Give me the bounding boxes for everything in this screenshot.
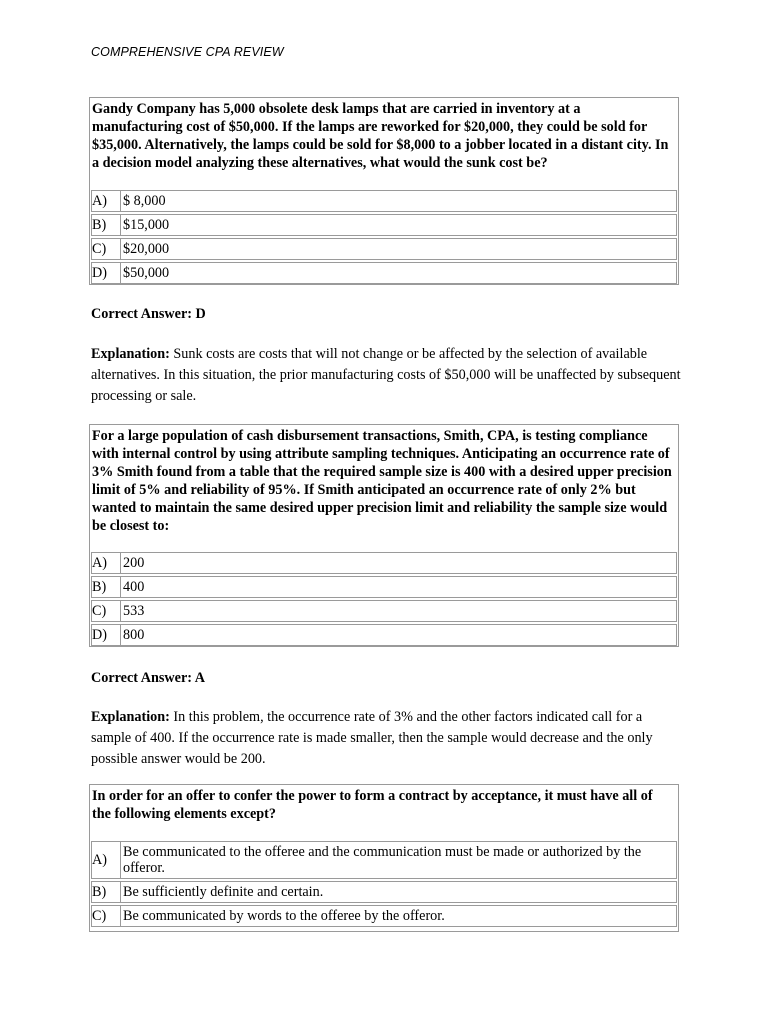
option-text: 533 — [120, 601, 676, 621]
option-letter: A) — [92, 555, 107, 571]
question-box-2 — [89, 424, 679, 647]
option-c[interactable] — [91, 600, 677, 622]
option-letter: A) — [92, 852, 107, 868]
question-text: In order for an offer to confer the power to form a contract by acceptance, it must have all of the following elements except? — [92, 788, 653, 822]
option-text: Be communicated by words to the offeree by the offeror. — [120, 906, 676, 926]
explanation-label: Explanation: — [91, 346, 170, 362]
question-box-1 — [89, 97, 679, 285]
option-letter: B) — [92, 884, 107, 900]
option-letter: C) — [92, 603, 107, 619]
option-b[interactable] — [91, 214, 677, 236]
option-text: Be sufficiently definite and certain. — [120, 882, 676, 902]
question-text: Gandy Company has 5,000 obsolete desk lamps that are carried in inventory at a manufacturing cost of $50,000. If the lamps are reworked for $20,000, they could be sold for $35,000. Alternatively, the lamps could be sold for $8,000 to a jobber located in a distant city. In a decision model analyzing these alternatives, what would the sunk cost be? — [92, 101, 669, 171]
option-c[interactable] — [91, 905, 677, 927]
option-letter: A) — [92, 193, 107, 209]
options-list — [90, 552, 678, 648]
explanation-label: Explanation: — [91, 709, 170, 725]
option-text: $20,000 — [120, 239, 676, 259]
option-letter: D) — [92, 265, 107, 281]
option-text: 200 — [120, 553, 676, 573]
option-letter: B) — [92, 217, 107, 233]
option-d[interactable] — [91, 624, 677, 646]
explanation-text: In this problem, the occurrence rate of 3% and the other factors indicated call for a sample of 400. If the occurrence rate is made smaller, then the sample would decrease and the only possible answer would be 200. — [91, 709, 653, 767]
explanation-1 — [91, 344, 681, 407]
option-letter: D) — [92, 627, 107, 643]
option-text: $50,000 — [120, 263, 676, 283]
document-header: COMPREHENSIVE CPA REVIEW — [91, 45, 284, 59]
option-b[interactable] — [91, 576, 677, 598]
option-text: 400 — [120, 577, 676, 597]
option-b[interactable] — [91, 881, 677, 903]
option-letter: C) — [92, 908, 107, 924]
option-letter: C) — [92, 241, 107, 257]
option-letter: B) — [92, 579, 107, 595]
option-a[interactable] — [91, 841, 677, 879]
option-c[interactable] — [91, 238, 677, 260]
option-text: Be communicated to the offeree and the communication must be made or authorized by the offeror. — [120, 842, 676, 878]
option-text: $ 8,000 — [120, 191, 676, 211]
correct-answer-1: Correct Answer: D — [91, 306, 206, 322]
question-text: For a large population of cash disbursement transactions, Smith, CPA, is testing compliance with internal control by using attribute sampling techniques. Anticipating an occurrence rate of 3% Smith found from a table that the required sample size is 400 with a desired upper precision limit of 5% and reliability of 95%. If Smith anticipated an occurrence rate of only 2% but wanted to maintain the same desired upper precision limit and reliability the sample size would be closest to: — [92, 428, 672, 534]
correct-answer-2: Correct Answer: A — [91, 670, 205, 686]
options-list — [90, 190, 678, 286]
option-text: 800 — [120, 625, 676, 645]
option-a[interactable] — [91, 190, 677, 212]
explanation-text: Sunk costs are costs that will not change or be affected by the selection of available alternatives. In this situation, the prior manufacturing costs of $50,000 will be unaffected by subsequent processing or sale. — [91, 346, 681, 404]
option-text: $15,000 — [120, 215, 676, 235]
options-list — [90, 841, 678, 929]
question-box-3 — [89, 784, 679, 932]
option-a[interactable] — [91, 552, 677, 574]
explanation-2 — [91, 707, 681, 770]
option-d[interactable] — [91, 262, 677, 284]
